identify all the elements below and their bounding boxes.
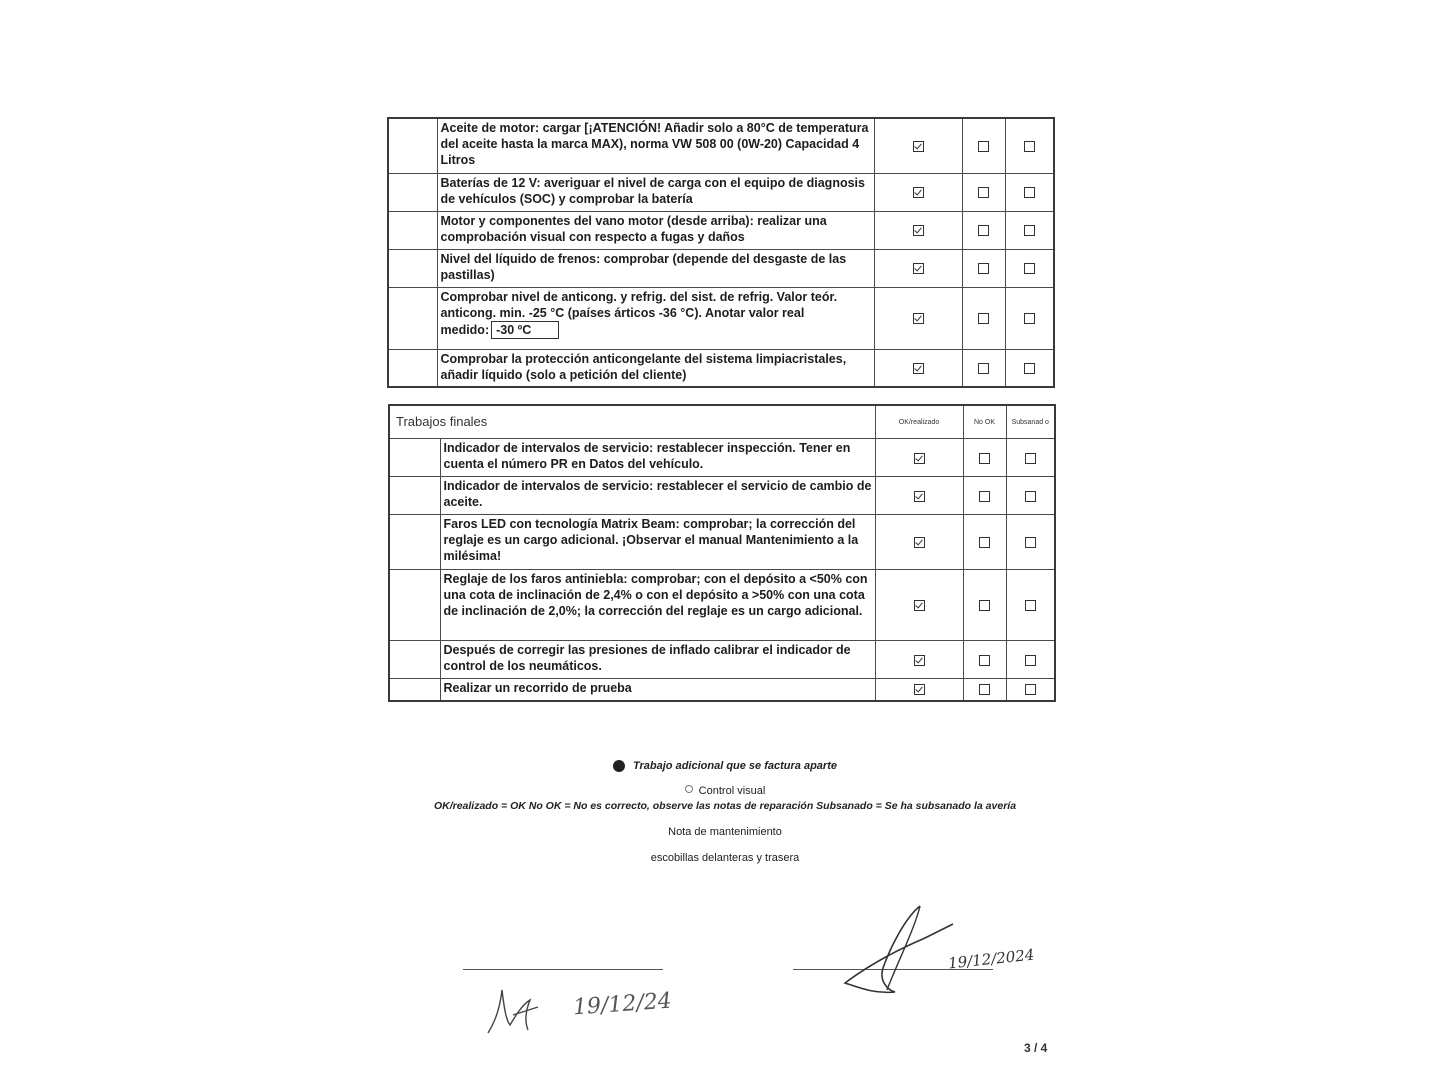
checkbox-no-ok-cell bbox=[963, 477, 1006, 515]
checkbox-subsanado-cell bbox=[1005, 287, 1054, 349]
row-description-text: Comprobar nivel de anticong. y refrig. del sist. de refrig. Valor teór. anticong. min. -25 °C (países árticos -36 °C). Anotar valor real bbox=[440, 289, 838, 320]
table-row bbox=[389, 515, 1055, 570]
checkbox-subsanado-cell bbox=[1006, 477, 1055, 515]
checkbox-ok-cell bbox=[875, 641, 963, 679]
checkbox-subsanado[interactable] bbox=[1025, 537, 1036, 548]
checkbox-no-ok-cell bbox=[962, 349, 1005, 387]
row-description-text: Comprobar la protección anticongelante del sistema limpiacristales, añadir líquido (solo a petición del cliente) bbox=[440, 351, 847, 382]
table-row bbox=[388, 287, 1054, 349]
row-blank-cell bbox=[388, 287, 437, 349]
checkbox-no-ok-cell bbox=[963, 679, 1006, 701]
checkbox-no-ok-cell bbox=[962, 173, 1005, 211]
row-description-text: Aceite de motor: cargar [¡ATENCIÓN! Añadir solo a 80°C de temperatura del aceite hasta la marca MAX), norma VW 508 00 (0W-20) Capacidad 4 Litros bbox=[440, 121, 869, 167]
checkbox-subsanado[interactable] bbox=[1025, 684, 1036, 695]
signature-right-date: 19/12/2024 bbox=[947, 945, 1036, 973]
checkbox-no-ok-cell bbox=[962, 118, 1005, 173]
checkbox-no-ok-cell bbox=[963, 570, 1006, 641]
checkbox-ok-cell bbox=[874, 249, 962, 287]
checkbox-no-ok[interactable] bbox=[979, 537, 990, 548]
row-description-text: Nivel del líquido de frenos: comprobar (depende del desgaste de las pastillas) bbox=[440, 251, 847, 282]
checkbox-subsanado-cell bbox=[1006, 570, 1055, 641]
legend-visual-check-text: Control visual bbox=[698, 785, 766, 797]
checkbox-ok-cell bbox=[875, 570, 963, 641]
checkbox-subsanado-cell bbox=[1005, 349, 1054, 387]
checkbox-subsanado[interactable] bbox=[1025, 453, 1036, 464]
page-number: 3 / 4 bbox=[1024, 1041, 1048, 1055]
checkbox-ok[interactable] bbox=[914, 491, 925, 502]
checkbox-ok[interactable] bbox=[914, 600, 925, 611]
row-blank-cell bbox=[389, 439, 440, 477]
checkbox-subsanado[interactable] bbox=[1025, 655, 1036, 666]
table-row bbox=[388, 349, 1054, 387]
checkbox-ok-cell bbox=[874, 173, 962, 211]
checkbox-ok[interactable] bbox=[913, 141, 924, 152]
checkbox-ok[interactable] bbox=[913, 225, 924, 236]
final-works-table bbox=[388, 404, 1056, 702]
checkbox-no-ok[interactable] bbox=[979, 600, 990, 611]
checkbox-ok-cell bbox=[875, 515, 963, 570]
measured-label: medido: bbox=[440, 322, 490, 337]
checkbox-subsanado[interactable] bbox=[1024, 225, 1035, 236]
checkbox-subsanado[interactable] bbox=[1024, 187, 1035, 198]
column-header-no-ok: No OK bbox=[963, 405, 1006, 439]
row-description bbox=[437, 349, 874, 387]
table-row bbox=[389, 439, 1055, 477]
checkbox-no-ok-cell bbox=[963, 439, 1006, 477]
checkbox-no-ok[interactable] bbox=[979, 684, 990, 695]
checkbox-ok-cell bbox=[874, 349, 962, 387]
checkbox-no-ok[interactable] bbox=[979, 655, 990, 666]
checkbox-subsanado-cell bbox=[1005, 249, 1054, 287]
table-header-row bbox=[389, 405, 1055, 439]
row-blank-cell bbox=[388, 173, 437, 211]
signature-left-date: 19/12/24 bbox=[572, 988, 673, 1021]
row-description-text: Realizar un recorrido de prueba bbox=[443, 681, 632, 695]
table-row bbox=[388, 173, 1054, 211]
checkbox-subsanado-cell bbox=[1006, 515, 1055, 570]
checkbox-subsanado[interactable] bbox=[1025, 600, 1036, 611]
row-description bbox=[440, 570, 875, 641]
checkbox-subsanado-cell bbox=[1006, 439, 1055, 477]
checkbox-no-ok[interactable] bbox=[979, 491, 990, 502]
checkbox-no-ok[interactable] bbox=[978, 363, 989, 374]
row-description bbox=[437, 287, 874, 349]
table-row bbox=[388, 118, 1054, 173]
column-header-subsanado: Subsanad o bbox=[1006, 405, 1055, 439]
checkbox-subsanado[interactable] bbox=[1024, 141, 1035, 152]
row-blank-cell bbox=[388, 249, 437, 287]
maintenance-note: escobillas delanteras y trasera bbox=[650, 852, 800, 864]
checkbox-subsanado[interactable] bbox=[1024, 263, 1035, 274]
section-title: Trabajos finales bbox=[389, 405, 875, 439]
table-row bbox=[388, 249, 1054, 287]
row-description bbox=[437, 249, 874, 287]
table-row bbox=[388, 211, 1054, 249]
filled-dot-icon bbox=[613, 760, 625, 772]
table-row bbox=[389, 477, 1055, 515]
row-blank-cell bbox=[389, 570, 440, 641]
legend-extra-work-text: Trabajo adicional que se factura aparte bbox=[633, 760, 837, 772]
checkbox-subsanado-cell bbox=[1006, 641, 1055, 679]
row-description bbox=[440, 439, 875, 477]
table-row bbox=[389, 679, 1055, 701]
row-description bbox=[437, 173, 874, 211]
legend-visual-check bbox=[380, 785, 1070, 797]
row-description-text: Motor y componentes del vano motor (desde arriba): realizar una comprobación visual con respecto a fugas y daños bbox=[440, 213, 827, 244]
checkbox-no-ok-cell bbox=[962, 287, 1005, 349]
checkbox-ok-cell bbox=[874, 118, 962, 173]
checkbox-subsanado-cell bbox=[1005, 211, 1054, 249]
checkbox-ok-cell bbox=[875, 679, 963, 701]
checkbox-subsanado-cell bbox=[1005, 118, 1054, 173]
checkbox-ok[interactable] bbox=[914, 684, 925, 695]
row-description bbox=[440, 641, 875, 679]
checkbox-no-ok-cell bbox=[963, 641, 1006, 679]
row-description bbox=[437, 118, 874, 173]
checkbox-ok-cell bbox=[874, 211, 962, 249]
checkbox-no-ok[interactable] bbox=[978, 141, 989, 152]
row-blank-cell bbox=[388, 349, 437, 387]
checkbox-ok[interactable] bbox=[913, 263, 924, 274]
row-description-text: Indicador de intervalos de servicio: restablecer inspección. Tener en cuenta el número PR en Datos del vehículo. bbox=[443, 441, 851, 471]
row-description bbox=[437, 211, 874, 249]
checkbox-no-ok[interactable] bbox=[978, 225, 989, 236]
checkbox-ok-cell bbox=[875, 439, 963, 477]
table-row bbox=[389, 570, 1055, 641]
column-header-ok: OK/realizado bbox=[875, 405, 963, 439]
maintenance-note-label: Nota de mantenimiento bbox=[668, 826, 782, 838]
row-blank-cell bbox=[388, 211, 437, 249]
signature-line-left bbox=[463, 969, 663, 970]
maintenance-checklist-table bbox=[387, 117, 1055, 388]
row-blank-cell bbox=[389, 679, 440, 701]
checkbox-subsanado[interactable] bbox=[1024, 313, 1035, 324]
checkbox-subsanado-cell bbox=[1006, 679, 1055, 701]
row-description-text: Indicador de intervalos de servicio: restablecer el servicio de cambio de aceite. bbox=[443, 479, 872, 509]
checkbox-subsanado[interactable] bbox=[1025, 491, 1036, 502]
checkbox-no-ok[interactable] bbox=[978, 187, 989, 198]
legend-status-key: OK/realizado = OK No OK = No es correcto, observe las notas de reparación Subsanado = Se ha subsanado la avería bbox=[433, 800, 1017, 812]
visual-check-icon bbox=[685, 785, 693, 793]
row-description bbox=[440, 679, 875, 701]
row-blank-cell bbox=[389, 477, 440, 515]
checkbox-no-ok-cell bbox=[962, 249, 1005, 287]
checkbox-no-ok-cell bbox=[963, 515, 1006, 570]
checkbox-ok[interactable] bbox=[914, 453, 925, 464]
checkbox-no-ok[interactable] bbox=[979, 453, 990, 464]
row-blank-cell bbox=[388, 118, 437, 173]
checkbox-ok-cell bbox=[875, 477, 963, 515]
row-blank-cell bbox=[389, 641, 440, 679]
checkbox-subsanado[interactable] bbox=[1024, 363, 1035, 374]
row-description-text: Baterías de 12 V: averiguar el nivel de carga con el equipo de diagnosis de vehículos (SOC) y comprobar la batería bbox=[440, 175, 865, 206]
measured-value-field[interactable]: -30 ºC bbox=[491, 321, 559, 339]
signature-right bbox=[835, 898, 965, 998]
legend-extra-work bbox=[380, 760, 1070, 772]
checkbox-ok-cell bbox=[874, 287, 962, 349]
checkbox-no-ok[interactable] bbox=[978, 313, 989, 324]
checkbox-ok[interactable] bbox=[913, 363, 924, 374]
row-description bbox=[440, 477, 875, 515]
row-description-text: Después de corregir las presiones de inflado calibrar el indicador de control de los neumáticos. bbox=[443, 643, 851, 673]
row-description bbox=[440, 515, 875, 570]
table-row bbox=[389, 641, 1055, 679]
row-description-text: Faros LED con tecnología Matrix Beam: comprobar; la corrección del reglaje es un cargo adicional. ¡Observar el manual Mantenimiento a la milésima! bbox=[443, 517, 859, 563]
checkbox-ok[interactable] bbox=[914, 655, 925, 666]
checkbox-ok[interactable] bbox=[913, 187, 924, 198]
checkbox-ok[interactable] bbox=[914, 537, 925, 548]
signature-left bbox=[478, 985, 548, 1040]
checkbox-no-ok-cell bbox=[962, 211, 1005, 249]
row-blank-cell bbox=[389, 515, 440, 570]
checkbox-no-ok[interactable] bbox=[978, 263, 989, 274]
row-description-text: Reglaje de los faros antiniebla: comprobar; con el depósito a <50% con una cota de inclinación de 2,4% o con el depósito a >50% con una cota de inclinación de 2,0%; la corrección del reglaje es un cargo adicional. bbox=[443, 572, 868, 618]
checkbox-subsanado-cell bbox=[1005, 173, 1054, 211]
checkbox-ok[interactable] bbox=[913, 313, 924, 324]
